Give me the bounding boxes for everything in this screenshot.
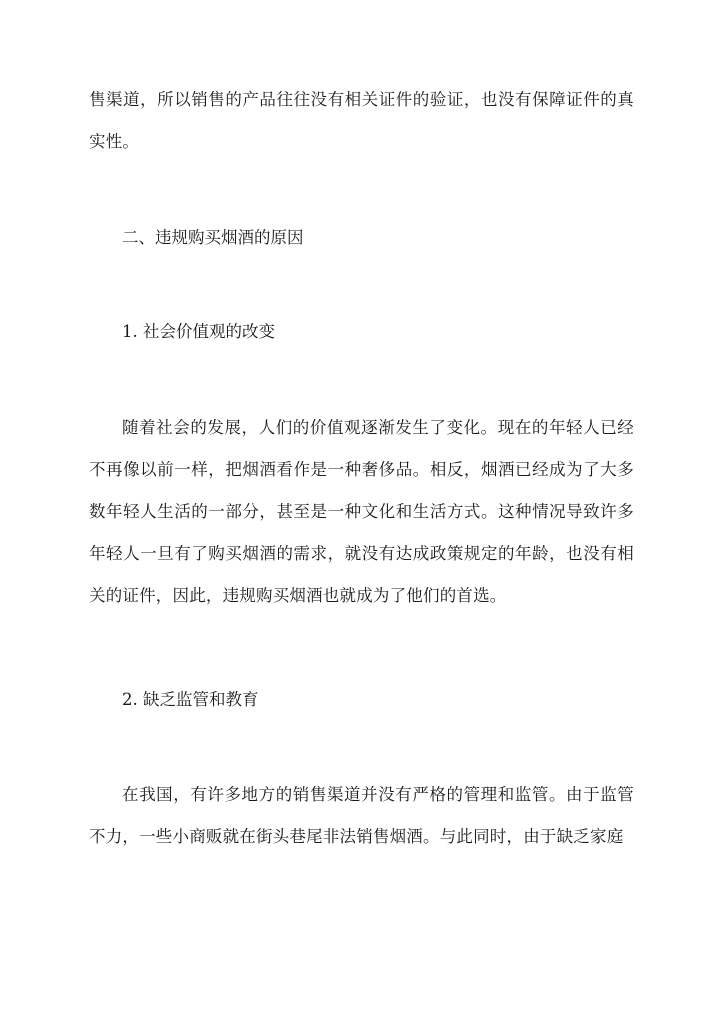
subsection-heading-2: 2. 缺乏监管和教育 <box>122 690 259 709</box>
section-heading: 二、违规购买烟酒的原因 <box>122 228 304 247</box>
subsection-2-paragraph: 在我国，有许多地方的销售渠道并没有严格的管理和监管。由于监管不力，一些小商贩就在街头巷尾非法销售烟酒。与此同时，由于缺乏家庭 <box>89 785 634 846</box>
subsection-heading-1: 1. 社会价值观的改变 <box>122 322 275 341</box>
subsection-1-paragraph: 随着社会的发展，人们的价值观逐渐发生了变化。现在的年轻人已经不再像以前一样，把烟酒看作是一种奢侈品。相反，烟酒已经成为了大多数年轻人生活的一部分，甚至是一种文化和生活方式。这种情况导致许多年轻人一旦有了购买烟酒的需求，就没有达成政策规定的年龄，也没有相关的证件，因此，违规购买烟酒也就成为了他们的首选。 <box>89 418 634 605</box>
intro-paragraph: 售渠道，所以销售的产品往往没有相关证件的验证，也没有保障证件的真实性。 <box>89 90 634 151</box>
